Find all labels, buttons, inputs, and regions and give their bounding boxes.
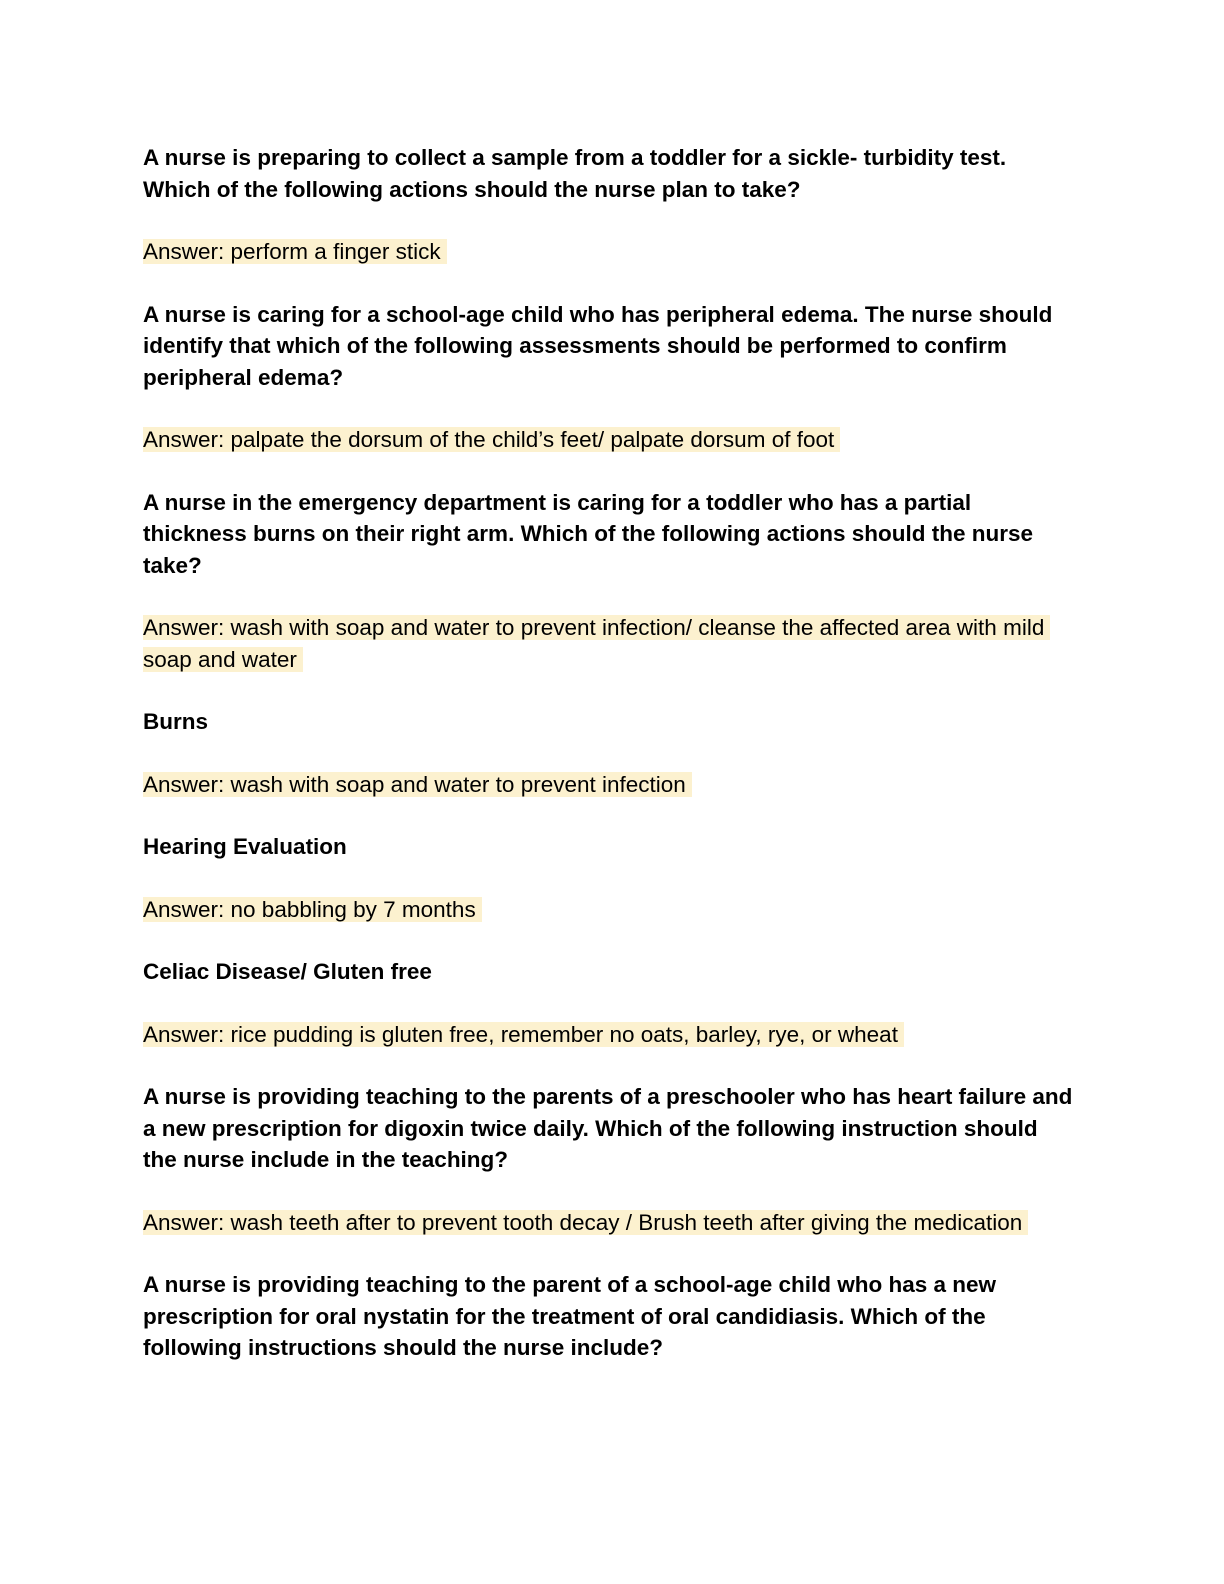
answer-highlight: Answer: rice pudding is gluten free, remember no oats, barley, rye, or wheat <box>143 1022 904 1047</box>
topic-hearing-evaluation: Hearing Evaluation <box>143 834 347 859</box>
answer-finger-stick <box>143 236 1073 268</box>
question-peripheral-edema: A nurse is caring for a school-age child who has peripheral edema. The nurse should identify that which of the following assessments should be performed to confirm peripheral edema? <box>143 301 1053 390</box>
answer-highlight: Answer: wash with soap and water to prevent infection/ cleanse the affected area with mild soap and water <box>143 615 1050 672</box>
answer-burns <box>143 769 1073 801</box>
topic-celiac-disease: Celiac Disease/ Gluten free <box>143 959 432 984</box>
question-digoxin-teaching: A nurse is providing teaching to the parents of a preschooler who has heart failure and a new prescription for digoxin twice daily. Which of the following instruction should the nurse include in the teaching? <box>143 1084 1073 1172</box>
answer-highlight: Answer: palpate the dorsum of the child’s feet/ palpate dorsum of foot <box>143 427 840 452</box>
document-body <box>143 142 1073 1395</box>
answer-wash-soap-water <box>143 612 1073 675</box>
question-sickle-turbidity: A nurse is preparing to collect a sample from a toddler for a sickle- turbidity test. Which of the following actions should the nurse plan to take? <box>143 145 1007 202</box>
question-partial-thickness-burns: A nurse in the emergency department is caring for a toddler who has a partial thickness burns on their right arm. Which of the following actions should the nurse take? <box>143 489 1034 578</box>
answer-palpate-dorsum <box>143 424 1073 456</box>
question-oral-nystatin: A nurse is providing teaching to the parent of a school-age child who has a new prescription for oral nystatin for the treatment of oral candidiasis. Which of the following instructions should the nurse include? <box>143 1272 997 1360</box>
answer-highlight: Answer: perform a finger stick <box>143 239 447 264</box>
answer-highlight: Answer: wash teeth after to prevent tooth decay / Brush teeth after giving the medication <box>143 1210 1028 1235</box>
answer-celiac-disease <box>143 1019 1073 1051</box>
answer-hearing-evaluation <box>143 894 1073 926</box>
topic-burns: Burns <box>143 709 209 734</box>
answer-highlight: Answer: no babbling by 7 months <box>143 897 482 922</box>
answer-digoxin-teaching <box>143 1207 1073 1239</box>
answer-highlight: Answer: wash with soap and water to prevent infection <box>143 772 692 797</box>
